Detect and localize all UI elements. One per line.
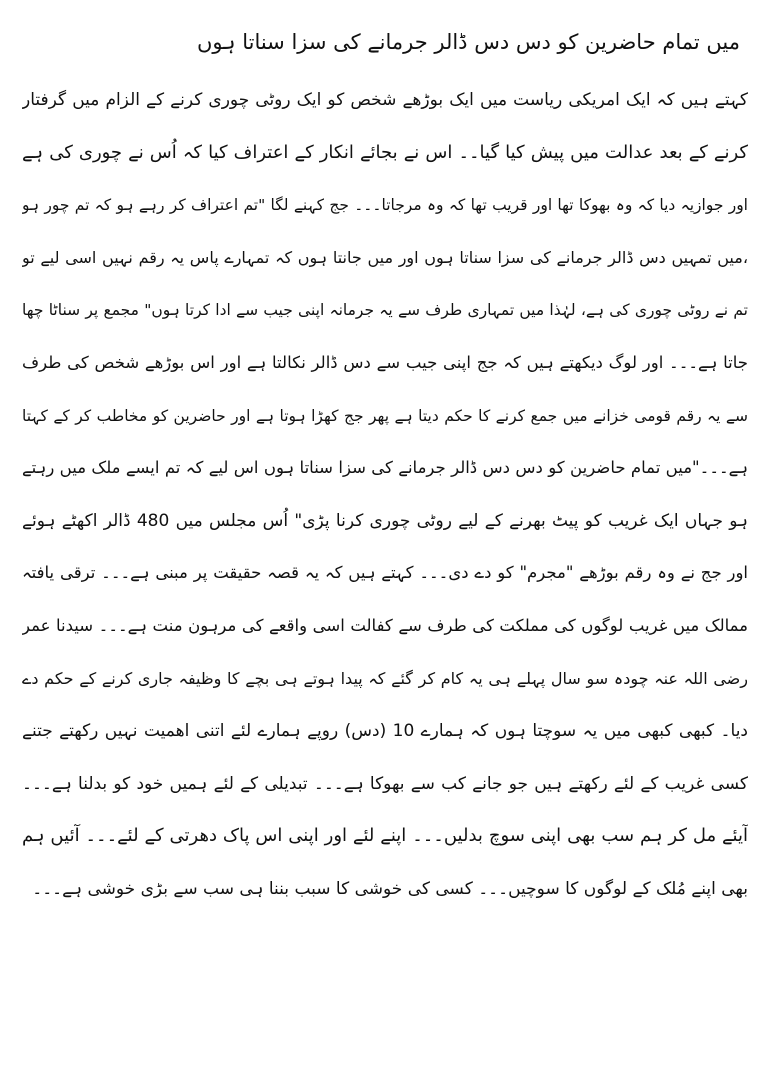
- body-line: بھی اپنے مُلک کے لوگوں کا سوچیں۔۔۔ کسی کی خوشی کا سبب بننا ہی سب سے بڑی خوشی ہے۔۔۔: [32, 878, 748, 899]
- body-line: ہے۔۔۔"میں تمام حاضرین کو دس دس ڈالر جرمانے کی سزا سناتا ہوں اس لیے کہ تم ایسے ملک میں رہتے: [22, 458, 748, 478]
- body-line: جاتا ہے۔۔۔ اور لوگ دیکھتے ہیں کہ جج اپنی جیب سے دس ڈالر نکالتا ہے اور اس بوڑھے شخص کی طرف: [22, 352, 748, 372]
- body-line: دیا۔ کبھی کبھی میں یہ سوچتا ہوں کہ ہمارے 10 (دس) روپے ہمارے لئے اتنی اھمیت نہیں رکھتے جتنے: [22, 721, 748, 742]
- body-line: اور جوازیہ دیا کہ وہ بھوکا تھا اور قریب تھا کہ وہ مرجاتا۔۔۔ جج کہنے لگا "تم اعتراف کر رہے ہو کہ تم چور ہو: [22, 196, 748, 215]
- body-line: کہتے ہیں کہ ایک امریکی ریاست میں ایک بوڑھے شخص کو ایک روٹی چوری کرنے کے الزام میں گرفتار: [22, 90, 748, 110]
- body-line: ممالک میں غریب لوگوں کی مملکت کی طرف سے کفالت اسی واقعے کی مرہون منت ہے۔۔۔ سیدنا عمر: [22, 615, 748, 635]
- body-line: کسی غریب کے لئے رکھتے ہیں جو جانے کب سے بھوکا ہے۔۔۔ تبدیلی کے لئے ہمیں خود کو بدلنا ہے۔۔۔: [22, 773, 748, 794]
- body-line: اور جج نے وہ رقم بوڑھے "مجرم" کو دے دی۔۔۔ کہتے ہیں کہ یہ قصہ حقیقت پر مبنی ہے۔۔۔ ترقی یافتہ: [22, 563, 748, 583]
- body-line: کرنے کے بعد عدالت میں پیش کیا گیا۔۔ اس نے بجائے انکار کے اعتراف کیا کہ اُس نے چوری کی ہے: [22, 141, 748, 163]
- document-title: میں تمام حاضرین کو دس دس ڈالر جرمانے کی سزا سناتا ہوں: [196, 30, 740, 54]
- body-line: رضی اللہ عنہ چودہ سو سال پہلے ہی یہ کام کر گئے کہ پیدا ہوتے ہی بچے کا وظیفہ جاری کرنے کے حکم دے: [22, 668, 748, 688]
- body-line: سے یہ رقم قومی خزانے میں جمع کرنے کا حکم دیتا ہے پھر جج کھڑا ہوتا ہے اور حاضرین کو مخاطب کر کے کہتا: [22, 406, 748, 425]
- body-line: ،میں تمہیں دس ڈالر جرمانے کی سزا سناتا ہوں اور میں جانتا ہوں کہ تمہارے پاس یہ رقم نہیں اسی لیے تو: [22, 247, 748, 267]
- body-line: تم نے روٹی چوری کی ہے، لہٰذا میں تمہاری طرف سے یہ جرمانہ اپنی جیب سے ادا کرتا ہوں" مجمع پر سناٹا چھا: [22, 301, 748, 320]
- body-line: آیئے مل کر ہم سب بھی اپنی سوچ بدلیں۔۔۔ اپنے لئے اور اپنی اس پاک دھرتی کے لئے۔۔۔ آئیں ہم: [22, 825, 748, 847]
- document-body: [22, 74, 748, 916]
- body-line: ہو جہاں ایک غریب کو پیٹ بھرنے کے لیے روٹی چوری کرنا پڑی" اُس مجلس میں 480 ڈالر اکھٹے ہوئے: [22, 510, 748, 531]
